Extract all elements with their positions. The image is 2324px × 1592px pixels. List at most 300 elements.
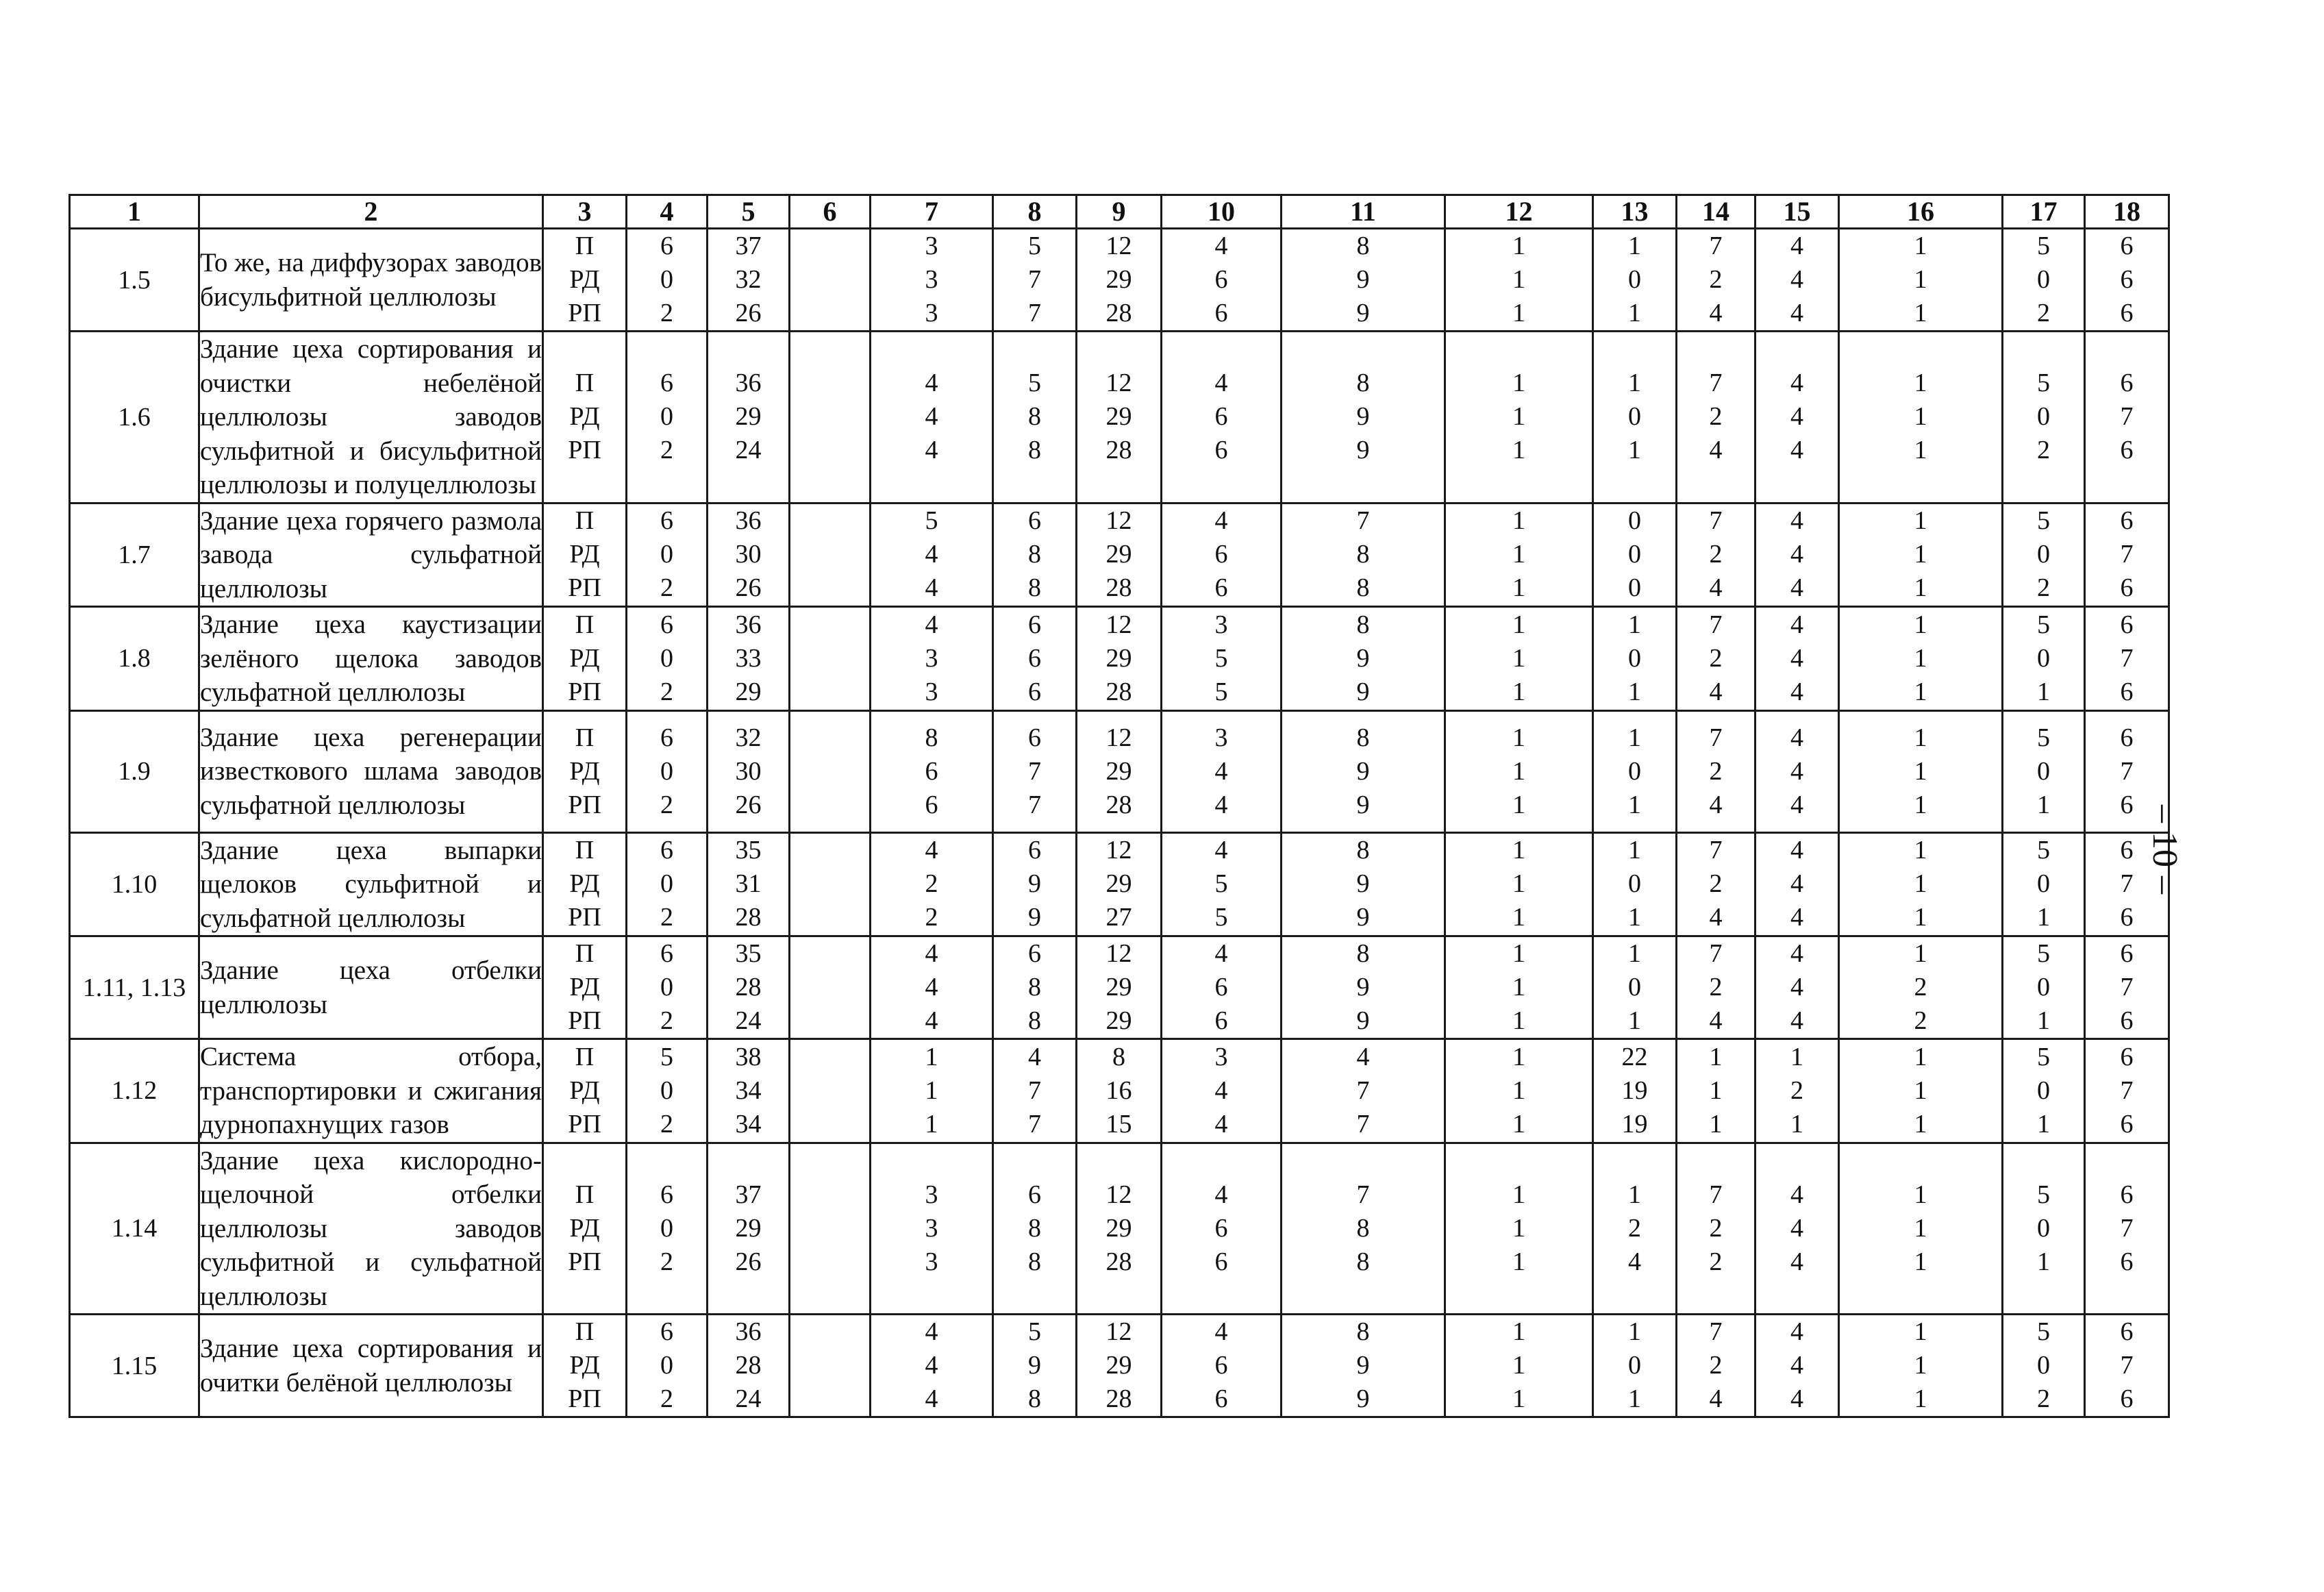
value-cell-col-18	[2085, 1315, 2169, 1417]
cell-value: 4	[1356, 1042, 1370, 1071]
row-description: Здание цеха регенерации известкового шлама заводов сульфатной целлюлозы	[199, 710, 543, 832]
column-header-2: 2	[199, 195, 543, 229]
cell-value: 1	[1914, 723, 1927, 752]
cell-value: 6	[2120, 939, 2134, 968]
cell-value: 6	[2120, 1042, 2134, 1071]
cell-value: 0	[2037, 540, 2050, 569]
value-cell-col-16	[1839, 832, 2003, 936]
cell-value: 24	[735, 1006, 762, 1035]
value-cell-col-17	[2003, 832, 2085, 936]
cell-value: 22	[1621, 1042, 1648, 1071]
cell-value: 7	[1356, 1180, 1370, 1209]
cell-value: 36	[735, 369, 762, 398]
row-type-label: РД	[569, 265, 600, 294]
value-cell-col-7	[871, 503, 993, 607]
cell-value: 4	[1790, 790, 1803, 819]
value-cell-col-8	[993, 1039, 1077, 1143]
cell-value: 28	[735, 1351, 762, 1380]
cell-value: 5	[2037, 232, 2050, 260]
cell-value	[790, 1041, 869, 1074]
cell-value: 29	[1105, 402, 1132, 432]
cell-value: 2	[660, 573, 673, 603]
cell-value: 3	[925, 677, 938, 706]
cell-value: 6	[1214, 1247, 1228, 1276]
cell-value: 8	[1112, 1042, 1125, 1071]
cell-value: 2	[1709, 1213, 1723, 1243]
cell-value: 4	[1790, 1213, 1803, 1243]
value-cell-col-13	[1593, 1143, 1677, 1315]
cell-value: 8	[1356, 573, 1370, 603]
cell-value: 4	[925, 973, 938, 1002]
value-cell-col-15	[1756, 1143, 1839, 1315]
cell-value: 1	[1914, 299, 1927, 327]
value-cell-col-6	[790, 229, 871, 332]
cell-value: 4	[1790, 723, 1803, 752]
cell-value: 0	[660, 1351, 673, 1380]
row-index: 1.7	[70, 503, 199, 607]
cell-value: 1	[1709, 1042, 1723, 1071]
cell-value: 7	[1028, 1109, 1041, 1139]
cell-value	[790, 1315, 869, 1349]
row-type-label: РП	[568, 436, 601, 465]
row-type-label: РД	[569, 869, 600, 899]
value-cell-col-7	[871, 710, 993, 832]
value-cell-col-4	[627, 229, 708, 332]
cell-value: 6	[2120, 299, 2134, 327]
cell-value: 6	[1214, 299, 1228, 327]
cell-value: 5	[1028, 232, 1041, 260]
value-cell-col-9	[1077, 936, 1162, 1039]
value-cell-col-6	[790, 1143, 871, 1315]
cell-value: 28	[1105, 573, 1132, 603]
cell-value: 4	[1214, 939, 1228, 968]
cell-value: 5	[925, 506, 938, 536]
cell-value: 4	[1790, 836, 1803, 865]
cell-value: 1	[2037, 790, 2050, 819]
cell-value: 12	[1105, 506, 1132, 536]
value-cell-col-13	[1593, 832, 1677, 936]
column-header-1: 1	[70, 195, 199, 229]
cell-value: 6	[2120, 1247, 2134, 1276]
cell-value: 4	[1790, 1351, 1803, 1380]
cell-value: 2	[2037, 299, 2050, 327]
cell-value: 1	[1914, 1213, 1927, 1243]
cell-value: 4	[925, 436, 938, 465]
cell-value: 3	[925, 1247, 938, 1276]
column-header-14: 14	[1677, 195, 1756, 229]
cell-value: 7	[2120, 1351, 2134, 1380]
cell-value	[790, 721, 869, 755]
value-cell-col-4	[627, 503, 708, 607]
cell-value: 5	[2037, 1317, 2050, 1346]
cell-value: 4	[1709, 573, 1723, 603]
cell-value: 1	[1628, 299, 1641, 327]
cell-value	[790, 1178, 869, 1212]
cell-value: 4	[1214, 790, 1228, 819]
cell-value: 2	[660, 299, 673, 327]
table-row	[70, 832, 2169, 936]
cell-value: 38	[735, 1042, 762, 1071]
cell-value: 1	[2037, 903, 2050, 932]
cell-value: 3	[925, 232, 938, 260]
cell-value: 5	[1214, 677, 1228, 706]
cell-value: 4	[925, 1351, 938, 1380]
value-cell-col-8	[993, 1143, 1077, 1315]
value-cell-col-17	[2003, 332, 2085, 503]
cell-value: 3	[1214, 1042, 1228, 1071]
cell-value: 2	[1790, 1075, 1803, 1105]
cell-value: 8	[1028, 1247, 1041, 1276]
cell-value: 24	[735, 436, 762, 465]
cell-value: 1	[1512, 540, 1525, 569]
cell-value	[790, 366, 869, 400]
cell-value: 0	[660, 973, 673, 1002]
row-type-label: П	[575, 1317, 595, 1346]
cell-value: 29	[1105, 1213, 1132, 1243]
value-cell-col-15	[1756, 1039, 1839, 1143]
value-cell-col-12	[1445, 607, 1593, 711]
row-type-cell	[543, 1039, 627, 1143]
table-body	[70, 229, 2169, 1417]
cell-value: 1	[1914, 903, 1927, 932]
cell-value: 5	[1214, 903, 1228, 932]
value-cell-col-15	[1756, 607, 1839, 711]
cell-value: 28	[1105, 1384, 1132, 1413]
cell-value: 7	[2120, 1213, 2134, 1243]
value-cell-col-16	[1839, 607, 2003, 711]
column-header-11: 11	[1282, 195, 1445, 229]
cell-value: 1	[1628, 1384, 1641, 1413]
cell-value: 8	[1356, 939, 1370, 968]
cell-value: 1	[1709, 1109, 1723, 1139]
cell-value: 2	[660, 790, 673, 819]
cell-value: 6	[2120, 573, 2134, 603]
cell-value: 2	[660, 1247, 673, 1276]
cell-value: 0	[1628, 756, 1641, 786]
value-cell-col-14	[1677, 710, 1756, 832]
cell-value: 6	[660, 1180, 673, 1209]
row-type-cell	[543, 503, 627, 607]
cell-value: 4	[1790, 1006, 1803, 1035]
value-cell-col-17	[2003, 936, 2085, 1039]
table-row	[70, 1039, 2169, 1143]
value-cell-col-13	[1593, 332, 1677, 503]
cell-value: 6	[1028, 723, 1041, 752]
cell-value: 0	[2037, 1213, 2050, 1243]
cell-value: 2	[1709, 869, 1723, 899]
row-description: Здание цеха отбелки целлюлозы	[199, 936, 543, 1039]
value-cell-col-18	[2085, 1143, 2169, 1315]
row-index: 1.15	[70, 1315, 199, 1417]
row-type-label: П	[575, 506, 595, 536]
value-cell-col-16	[1839, 936, 2003, 1039]
value-cell-col-12	[1445, 936, 1593, 1039]
table-row	[70, 607, 2169, 711]
row-index: 1.9	[70, 710, 199, 832]
value-cell-col-12	[1445, 229, 1593, 332]
cell-value: 4	[1790, 402, 1803, 432]
row-description: Здание цеха выпарки щелоков сульфитной и сульфатной целлюлозы	[199, 832, 543, 936]
cell-value: 1	[1628, 723, 1641, 752]
value-cell-col-13	[1593, 503, 1677, 607]
value-cell-col-4	[627, 1039, 708, 1143]
cell-value: 33	[735, 643, 762, 673]
cell-value: 28	[735, 903, 762, 932]
cell-value: 12	[1105, 610, 1132, 639]
row-type-label: РП	[568, 903, 601, 932]
cell-value: 24	[735, 1384, 762, 1413]
value-cell-col-8	[993, 229, 1077, 332]
cell-value: 7	[1709, 506, 1723, 536]
value-cell-col-9	[1077, 607, 1162, 711]
cell-value: 1	[1512, 869, 1525, 899]
cell-value: 8	[925, 723, 938, 752]
cell-value: 0	[2037, 869, 2050, 899]
cell-value: 2	[660, 903, 673, 932]
value-cell-col-15	[1756, 710, 1839, 832]
cell-value: 4	[1214, 836, 1228, 865]
cell-value: 0	[1628, 265, 1641, 294]
cell-value: 8	[1356, 1317, 1370, 1346]
value-cell-col-18	[2085, 1039, 2169, 1143]
value-cell-col-14	[1677, 832, 1756, 936]
cell-value: 7	[2120, 1075, 2134, 1105]
cell-value: 6	[2120, 1384, 2134, 1413]
value-cell-col-7	[871, 1143, 993, 1315]
cell-value: 1	[1512, 1042, 1525, 1071]
cell-value: 7	[1356, 506, 1370, 536]
cell-value: 29	[1105, 540, 1132, 569]
cell-value: 4	[925, 540, 938, 569]
cell-value: 4	[1790, 756, 1803, 786]
row-type-label: РП	[568, 1006, 601, 1035]
value-cell-col-11	[1282, 332, 1445, 503]
cell-value: 1	[1628, 232, 1641, 260]
value-cell-col-4	[627, 936, 708, 1039]
cell-value: 9	[1356, 903, 1370, 932]
cell-value: 1	[1628, 610, 1641, 639]
cell-value: 7	[1709, 610, 1723, 639]
cell-value: 28	[1105, 677, 1132, 706]
cell-value: 4	[1790, 573, 1803, 603]
cell-value: 9	[1356, 265, 1370, 294]
cell-value: 26	[735, 299, 762, 327]
row-type-label: П	[575, 610, 595, 639]
row-type-cell	[543, 332, 627, 503]
row-type-label: П	[575, 939, 595, 968]
header-row	[70, 195, 2169, 229]
cell-value: 26	[735, 573, 762, 603]
cell-value: 0	[2037, 643, 2050, 673]
value-cell-col-18	[2085, 229, 2169, 332]
row-type-label: П	[575, 723, 595, 752]
cell-value: 5	[660, 1042, 673, 1071]
cell-value: 9	[1356, 643, 1370, 673]
cell-value: 6	[1214, 265, 1228, 294]
cell-value: 7	[2120, 756, 2134, 786]
value-cell-col-11	[1282, 832, 1445, 936]
cell-value: 4	[925, 939, 938, 968]
cell-value: 8	[1356, 723, 1370, 752]
row-type-label: РП	[568, 677, 601, 706]
cell-value: 2	[660, 1109, 673, 1139]
cell-value: 1	[1914, 540, 1927, 569]
cell-value: 1	[925, 1042, 938, 1071]
cell-value: 1	[1914, 869, 1927, 899]
cell-value: 4	[1709, 1384, 1723, 1413]
cell-value: 1	[1914, 1384, 1927, 1413]
value-cell-col-15	[1756, 332, 1839, 503]
cell-value: 1	[1512, 939, 1525, 968]
column-header-10: 10	[1162, 195, 1282, 229]
cell-value: 28	[1105, 436, 1132, 465]
cell-value: 1	[1512, 790, 1525, 819]
cell-value	[790, 571, 869, 605]
value-cell-col-14	[1677, 503, 1756, 607]
cell-value: 4	[925, 1006, 938, 1035]
value-cell-col-4	[627, 1315, 708, 1417]
value-cell-col-9	[1077, 503, 1162, 607]
cell-value: 6	[2120, 836, 2134, 865]
cell-value: 6	[660, 1317, 673, 1346]
cell-value: 0	[660, 643, 673, 673]
cell-value: 6	[1214, 1351, 1228, 1380]
cell-value: 27	[1105, 903, 1132, 932]
cell-value: 9	[1356, 973, 1370, 1002]
cell-value: 1	[2037, 1006, 2050, 1035]
cell-value	[790, 788, 869, 822]
cell-value: 1	[1512, 903, 1525, 932]
cell-value: 12	[1105, 369, 1132, 398]
value-cell-col-8	[993, 832, 1077, 936]
cell-value: 6	[1214, 1384, 1228, 1413]
value-cell-col-4	[627, 607, 708, 711]
cell-value: 2	[2037, 436, 2050, 465]
cell-value: 3	[1214, 610, 1228, 639]
cell-value: 1	[1512, 265, 1525, 294]
row-description: То же, на диффузорах заводов бисульфитной целлюлозы	[199, 229, 543, 332]
cell-value: 1	[1512, 1384, 1525, 1413]
cell-value: 6	[660, 506, 673, 536]
cell-value: 7	[1709, 723, 1723, 752]
cell-value: 4	[1709, 299, 1723, 327]
cell-value: 2	[1709, 402, 1723, 432]
cell-value: 4	[1709, 903, 1723, 932]
value-cell-col-17	[2003, 503, 2085, 607]
cell-value: 0	[660, 265, 673, 294]
value-cell-col-17	[2003, 607, 2085, 711]
cell-value: 9	[1356, 677, 1370, 706]
row-type-label: РД	[569, 973, 600, 1002]
cell-value: 6	[2120, 790, 2134, 819]
cell-value: 7	[2120, 869, 2134, 899]
cell-value: 4	[1790, 610, 1803, 639]
cell-value: 6	[2120, 436, 2134, 465]
cell-value: 4	[1214, 756, 1228, 786]
value-cell-col-14	[1677, 607, 1756, 711]
value-cell-col-17	[2003, 1143, 2085, 1315]
value-cell-col-18	[2085, 332, 2169, 503]
cell-value: 26	[735, 1247, 762, 1276]
cell-value: 3	[925, 1180, 938, 1209]
cell-value: 6	[2120, 506, 2134, 536]
cell-value: 2	[1709, 643, 1723, 673]
row-type-label: РП	[568, 299, 601, 327]
cell-value: 31	[735, 869, 762, 899]
cell-value: 0	[1628, 1351, 1641, 1380]
cell-value: 9	[1356, 1384, 1370, 1413]
cell-value: 6	[1028, 1180, 1041, 1209]
cell-value: 28	[1105, 299, 1132, 327]
cell-value: 36	[735, 1317, 762, 1346]
value-cell-col-10	[1162, 1039, 1282, 1143]
cell-value: 1	[1512, 1317, 1525, 1346]
cell-value	[790, 297, 869, 330]
value-cell-col-13	[1593, 936, 1677, 1039]
cell-value: 8	[1356, 1247, 1370, 1276]
cell-value	[790, 675, 869, 709]
row-type-label: П	[575, 232, 595, 260]
cell-value: 8	[1028, 1213, 1041, 1243]
cell-value: 8	[1356, 836, 1370, 865]
value-cell-col-15	[1756, 936, 1839, 1039]
row-type-label: РП	[568, 1247, 601, 1276]
column-header-6: 6	[790, 195, 871, 229]
cell-value: 5	[1214, 643, 1228, 673]
cell-value: 4	[925, 573, 938, 603]
cell-value: 7	[1028, 299, 1041, 327]
row-description: Здание цеха каустизации зелёного щелока заводов сульфатной целлюлозы	[199, 607, 543, 711]
cell-value	[790, 834, 869, 867]
column-header-16: 16	[1839, 195, 2003, 229]
cell-value: 1	[1512, 723, 1525, 752]
cell-value: 1	[1628, 677, 1641, 706]
cell-value: 4	[1790, 1247, 1803, 1276]
cell-value: 5	[2037, 369, 2050, 398]
value-cell-col-12	[1445, 710, 1593, 832]
value-cell-col-9	[1077, 1143, 1162, 1315]
row-type-label: РД	[569, 756, 600, 786]
cell-value: 34	[735, 1075, 762, 1105]
value-cell-col-13	[1593, 1315, 1677, 1417]
cell-value	[790, 937, 869, 971]
value-cell-col-11	[1282, 936, 1445, 1039]
table-row	[70, 1315, 2169, 1417]
value-cell-col-12	[1445, 332, 1593, 503]
value-cell-col-14	[1677, 229, 1756, 332]
cell-value: 6	[1028, 836, 1041, 865]
cell-value: 1	[1790, 1042, 1803, 1071]
value-cell-col-16	[1839, 332, 2003, 503]
cell-value: 30	[735, 756, 762, 786]
cell-value: 0	[2037, 973, 2050, 1002]
cell-value: 7	[1356, 1109, 1370, 1139]
cell-value: 6	[1028, 677, 1041, 706]
cell-value	[790, 1349, 869, 1382]
cell-value: 0	[660, 869, 673, 899]
value-cell-col-18	[2085, 503, 2169, 607]
cell-value: 4	[1790, 939, 1803, 968]
row-index: 1.12	[70, 1039, 199, 1143]
value-cell-col-7	[871, 332, 993, 503]
cell-value: 1	[1914, 265, 1927, 294]
column-header-18: 18	[2085, 195, 2169, 229]
cell-value: 1	[1512, 1075, 1525, 1105]
row-type-label: РП	[568, 790, 601, 819]
row-description: Здание цеха сортирования и очитки белёной целлюлозы	[199, 1315, 543, 1417]
value-cell-col-7	[871, 607, 993, 711]
cell-value: 1	[2037, 1247, 2050, 1276]
